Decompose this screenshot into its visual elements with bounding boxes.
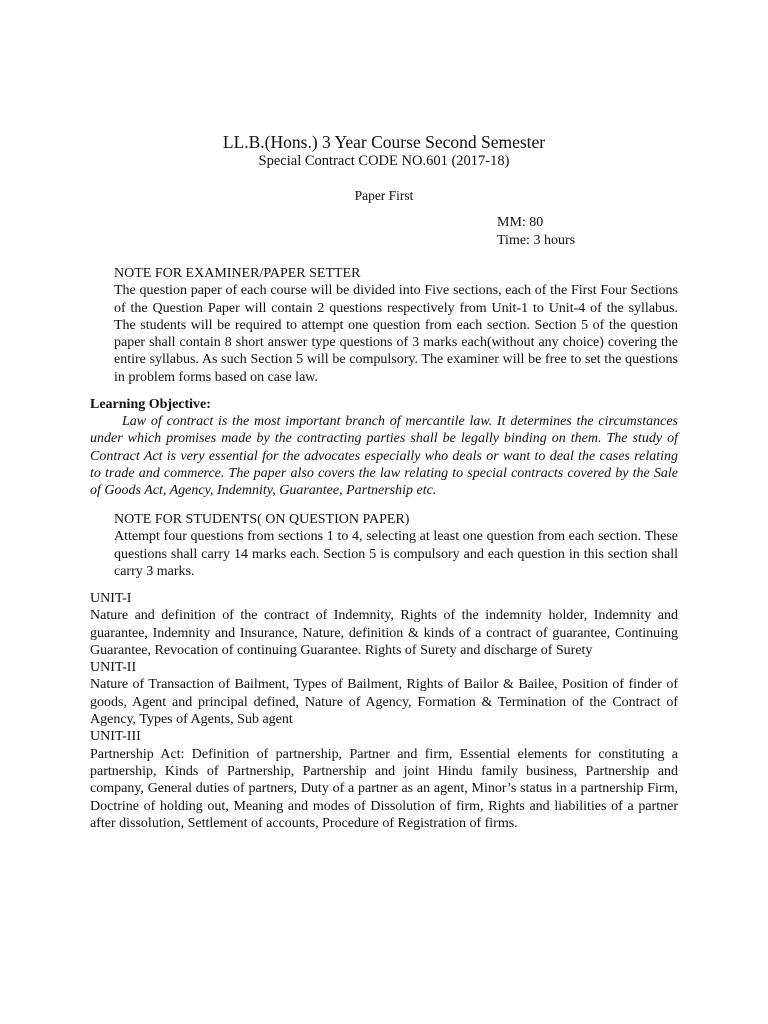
unit-heading: UNIT-I: [90, 591, 132, 606]
marks-time-block: [497, 214, 575, 250]
learning-objective-body: Law of contract is the most important branch of mercantile law. It determines the circumstances under which promises made by the contracting parties shall be legally binding on them. The study of Contract Act is very essential for the advocates especially who deals or want to deal the cases relating to trade and commerce. The paper also covers the law relating to special contracts covered by the Sale of Goods Act, Agency, Indemnity, Guarantee, Partnership etc.: [90, 414, 678, 499]
unit-body: Nature and definition of the contract of Indemnity, Rights of the indemnity holder, Indemnity and guarantee, Indemnity and Insurance, Nature, definition & kinds of a contract of guarantee, Continuing Guarantee, Revocation of continuing Guarantee. Rights of Surety and discharge of Surety: [90, 608, 678, 658]
examiner-note: [114, 265, 678, 386]
page-title: LL.B.(Hons.) 3 Year Course Second Semester: [222, 132, 546, 152]
unit-heading: UNIT-III: [90, 729, 141, 745]
max-marks: MM: 80: [497, 215, 544, 230]
student-note-heading: NOTE FOR STUDENTS( ON QUESTION PAPER): [114, 512, 410, 527]
course-subtitle: Special Contract CODE NO.601 (2017-18): [258, 153, 510, 169]
student-note-body: Attempt four questions from sections 1 to 4, selecting at least one question from each section. These questions shall carry 14 marks each. Section 5 is compulsory and each question in this section shall carry 3 marks.: [114, 529, 678, 579]
unit-heading: UNIT-II: [90, 660, 137, 676]
unit-body: Partnership Act: Definition of partnership, Partner and firm, Essential elements for constituting a partnership, Kinds of Partnership, Partnership and joint Hindu family business, Partnership and company, General duties of partners, Duty of a partner as an agent, Minor’s status in a partnership Firm, Doctrine of holding out, Meaning and modes of Dissolution of firm, Rights and liabilities of a partner after dissolution, Settlement of accounts, Procedure of Registration of firms.: [90, 746, 678, 831]
student-note: [114, 511, 678, 580]
exam-time: Time: 3 hours: [497, 233, 576, 248]
paper-label: Paper First: [354, 188, 414, 203]
examiner-note-heading: NOTE FOR EXAMINER/PAPER SETTER: [114, 266, 361, 281]
syllabus-units: [90, 590, 678, 832]
learning-objective-heading: Learning Objective:: [90, 397, 211, 412]
unit-body: Nature of Transaction of Bailment, Types of Bailment, Rights of Bailor & Bailee, Position of finder of goods, Agent and principal defined, Nature of Agency, Formation & Termination of the Contract of Agency, Types of Agents, Sub agent: [90, 677, 678, 728]
examiner-note-body: The question paper of each course will be divided into Five sections, each of the First Four Sections of the Question Paper will contain 2 questions respectively from Unit-1 to Unit-4 of the syllabus. The students will be required to attempt one question from each section. Section 5 of the question paper shall contain 8 short answer type questions of 3 marks each(without any choice) covering the entire syllabus. As such Section 5 will be compulsory. The examiner will be free to set the questions in problem forms based on case law.: [114, 283, 678, 385]
